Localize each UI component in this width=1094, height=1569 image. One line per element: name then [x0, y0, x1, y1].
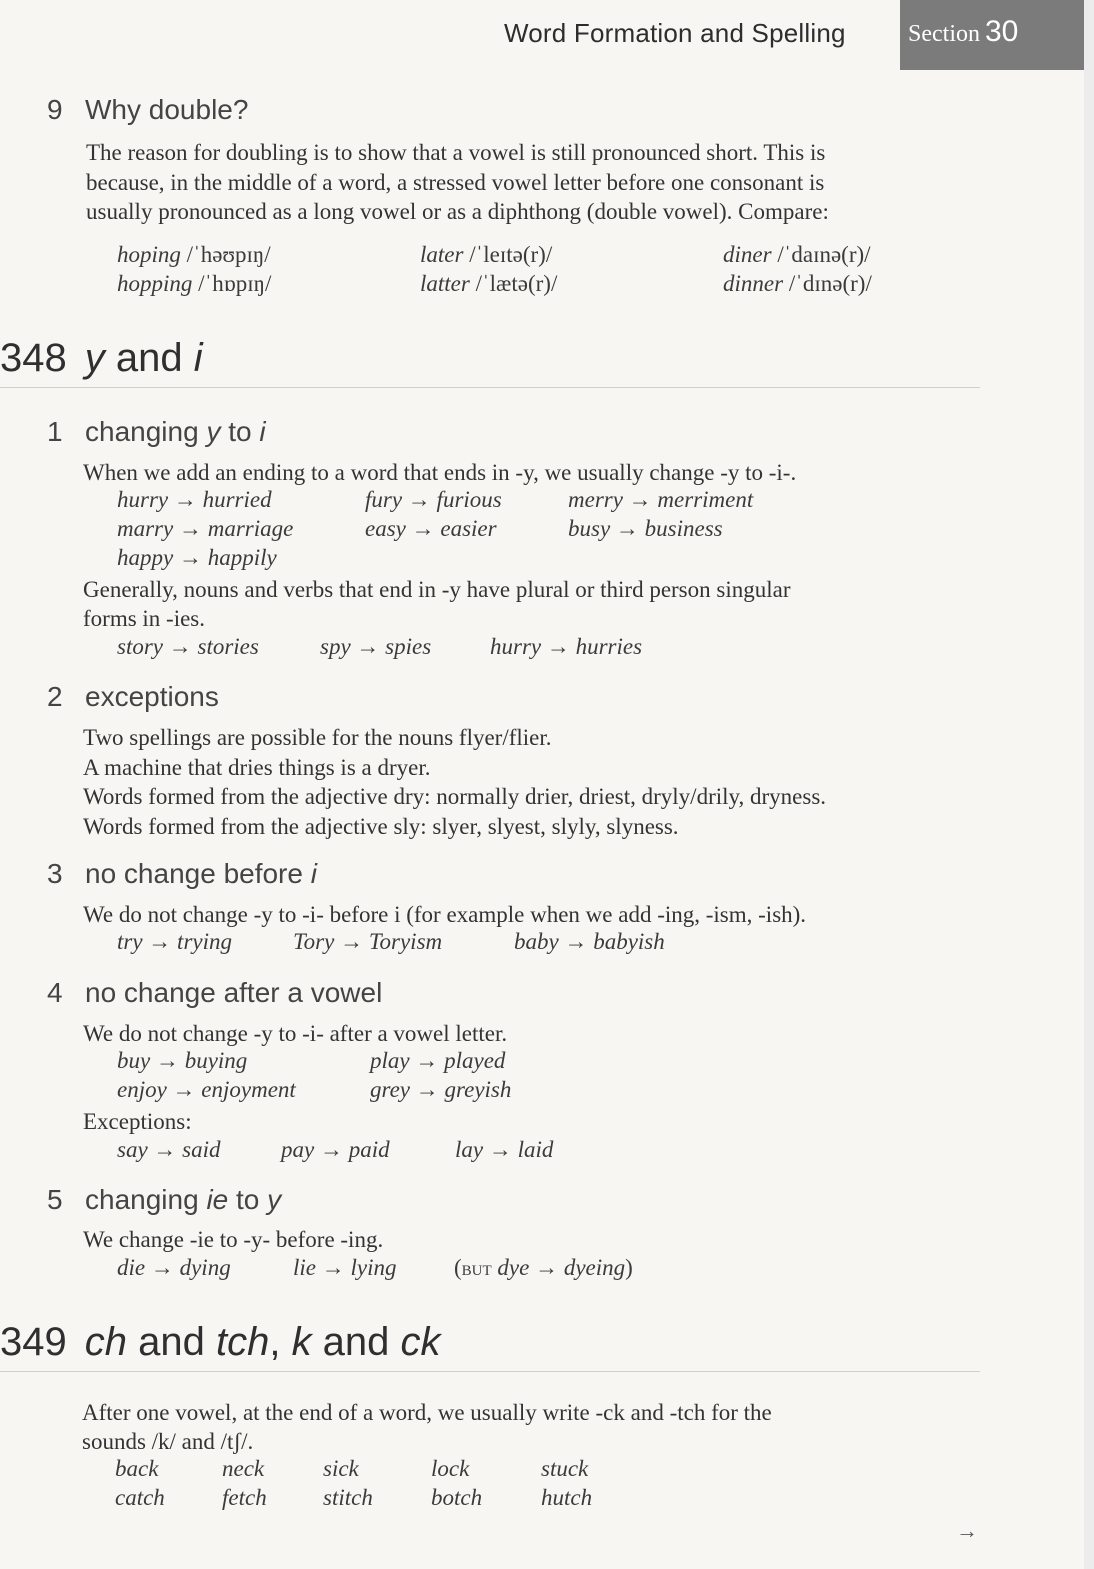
phonetic: /ˈleɪtə(r)/ — [469, 242, 553, 267]
subheading-changing-y-to-i — [47, 416, 266, 448]
example: die → dying — [117, 1255, 231, 1280]
phonetic: /ˈdɪnə(r)/ — [788, 271, 872, 296]
section-tab — [900, 0, 1084, 70]
text-line: because, in the middle of a word, a stressed vowel letter before one consonant is — [86, 169, 825, 195]
heading-part: and — [311, 1320, 401, 1364]
subheading-no-change-before-i — [47, 858, 317, 890]
paren: ) — [625, 1255, 633, 1280]
example-word: latter — [420, 271, 470, 296]
heading-part: , — [269, 1320, 292, 1364]
section-rule — [0, 1371, 980, 1372]
section-heading-349 — [0, 1320, 441, 1365]
example: say → said — [117, 1137, 221, 1162]
heading-part: y — [84, 336, 105, 380]
text-line: The reason for doubling is to show that a vowel is still pronounced short. This is — [86, 140, 826, 165]
example-word: hoping — [117, 242, 181, 267]
subheading-title: no change after a vowel — [85, 977, 383, 1008]
example: story → stories — [117, 634, 259, 659]
heading-part: y — [267, 1184, 282, 1215]
phonetic: /ˈhɒpɪŋ/ — [198, 271, 272, 296]
heading-part: changing — [85, 1184, 207, 1215]
example-but-dye — [454, 1255, 633, 1281]
heading-part: ck — [400, 1320, 441, 1364]
section-label: Section — [908, 21, 980, 47]
subheading-number: 9 — [47, 94, 63, 125]
example: easy → easier — [365, 516, 497, 541]
text-line: After one vowel, at the end of a word, we usually write -ck and -tch for the — [82, 1400, 772, 1425]
section-heading-number: 348 — [0, 336, 67, 380]
heading-part: i — [259, 416, 266, 447]
phonetic: /ˈlætə(r)/ — [475, 271, 558, 296]
subheading-number: 1 — [47, 416, 63, 447]
subheading-why-double — [47, 94, 248, 126]
example: play → played — [370, 1048, 506, 1073]
example: stuck — [541, 1456, 589, 1481]
heading-part: and — [127, 1320, 216, 1364]
section-heading-number: 349 — [0, 1320, 67, 1364]
example-word: later — [420, 242, 464, 267]
text-line: forms in -ies. — [83, 606, 206, 631]
example-hopping — [117, 271, 271, 297]
subheading-number: 3 — [47, 858, 63, 889]
example: hutch — [541, 1485, 593, 1510]
example: baby → babyish — [514, 929, 665, 954]
example: sick — [323, 1456, 359, 1481]
example: spy → spies — [320, 634, 432, 659]
example-word: dinner — [723, 271, 784, 296]
example: grey → greyish — [370, 1077, 512, 1102]
example: neck — [222, 1456, 265, 1481]
example: lay → laid — [455, 1137, 554, 1162]
heading-part: tch — [215, 1320, 270, 1364]
text-line: sounds /k/ and /tʃ/. — [82, 1429, 254, 1454]
example: back — [115, 1456, 159, 1481]
example: happy → happily — [117, 545, 277, 570]
example-hoping — [117, 242, 271, 268]
section-rule — [0, 387, 980, 388]
page-edge — [1084, 0, 1094, 1569]
heading-part: i — [310, 858, 317, 889]
running-header-title: Word Formation and Spelling — [504, 18, 846, 48]
heading-part: i — [193, 336, 203, 380]
example: fury → furious — [365, 487, 502, 512]
example: catch — [115, 1485, 165, 1510]
example: lock — [431, 1456, 470, 1481]
example: botch — [431, 1485, 483, 1510]
text-line: Generally, nouns and verbs that end in -y have plural or third person singular — [83, 577, 791, 602]
example: hurry → hurried — [117, 487, 272, 512]
example-diner — [723, 242, 871, 268]
subheading-title: exceptions — [85, 681, 219, 712]
example-word: dye → dyeing — [491, 1255, 626, 1280]
text-line: When we add an ending to a word that ends in -y, we usually change -y to -i-. — [83, 460, 797, 485]
example: hurry → hurries — [490, 634, 643, 659]
subheading-no-change-after-vowel — [47, 977, 382, 1009]
text-line: Two spellings are possible for the nouns flyer/flier. — [83, 725, 552, 750]
example: fetch — [222, 1485, 267, 1510]
example: marry → marriage — [117, 516, 294, 541]
subheading-number: 2 — [47, 681, 63, 712]
heading-part: changing — [85, 416, 207, 447]
example: stitch — [323, 1485, 373, 1510]
example-later — [420, 242, 552, 268]
subheading-title: Why double? — [85, 94, 249, 125]
but-label: but — [461, 1256, 492, 1280]
phonetic: /ˈhəʊpɪŋ/ — [186, 242, 271, 267]
phonetic: /ˈdaɪnə(r)/ — [777, 242, 871, 267]
example: pay → paid — [281, 1137, 390, 1162]
example: Tory → Toryism — [293, 929, 443, 954]
subheading-number: 4 — [47, 977, 63, 1008]
example-latter — [420, 271, 557, 297]
example: merry → merriment — [568, 487, 754, 512]
text-line: Words formed from the adjective sly: slyer, slyest, slyly, slyness. — [83, 813, 679, 839]
example-word: hopping — [117, 271, 193, 296]
heading-part: ie — [206, 1184, 229, 1215]
example-dinner — [723, 271, 872, 297]
heading-part: to — [228, 1184, 268, 1215]
exceptions-label: Exceptions: — [83, 1109, 192, 1134]
heading-part: and — [104, 336, 194, 380]
heading-part: y — [206, 416, 221, 447]
section-number: 30 — [985, 15, 1019, 48]
continue-arrow-icon: → — [956, 1518, 978, 1543]
heading-part: no change before — [85, 858, 311, 889]
section-heading-348 — [0, 336, 203, 381]
paren: ( — [454, 1255, 462, 1280]
heading-part: to — [220, 416, 260, 447]
text-line: We do not change -y to -i- before i (for example when we add -ing, -ism, -ish). — [83, 902, 807, 927]
heading-part: k — [291, 1320, 312, 1364]
exceptions-text — [83, 723, 826, 841]
text-line: A machine that dries things is a dryer. — [83, 754, 431, 780]
text-line: We change -ie to -y- before -ing. — [83, 1227, 384, 1252]
example-word: diner — [723, 242, 772, 267]
example: enjoy → enjoyment — [117, 1077, 296, 1102]
text-line: Words formed from the adjective dry: normally drier, driest, dryly/drily, dryness. — [83, 784, 827, 809]
subheading-exceptions — [47, 681, 219, 713]
subheading-number: 5 — [47, 1184, 63, 1215]
example: buy → buying — [117, 1048, 248, 1073]
example: busy → business — [568, 516, 723, 541]
subheading-changing-ie-to-y — [47, 1184, 281, 1216]
example: try → trying — [117, 929, 232, 954]
text-line: usually pronounced as a long vowel or as a diphthong (double vowel). Compare: — [86, 199, 829, 224]
why-double-text — [86, 138, 829, 227]
text-line: We do not change -y to -i- after a vowel letter. — [83, 1021, 508, 1046]
heading-part: ch — [84, 1320, 127, 1364]
example: lie → lying — [293, 1255, 397, 1280]
